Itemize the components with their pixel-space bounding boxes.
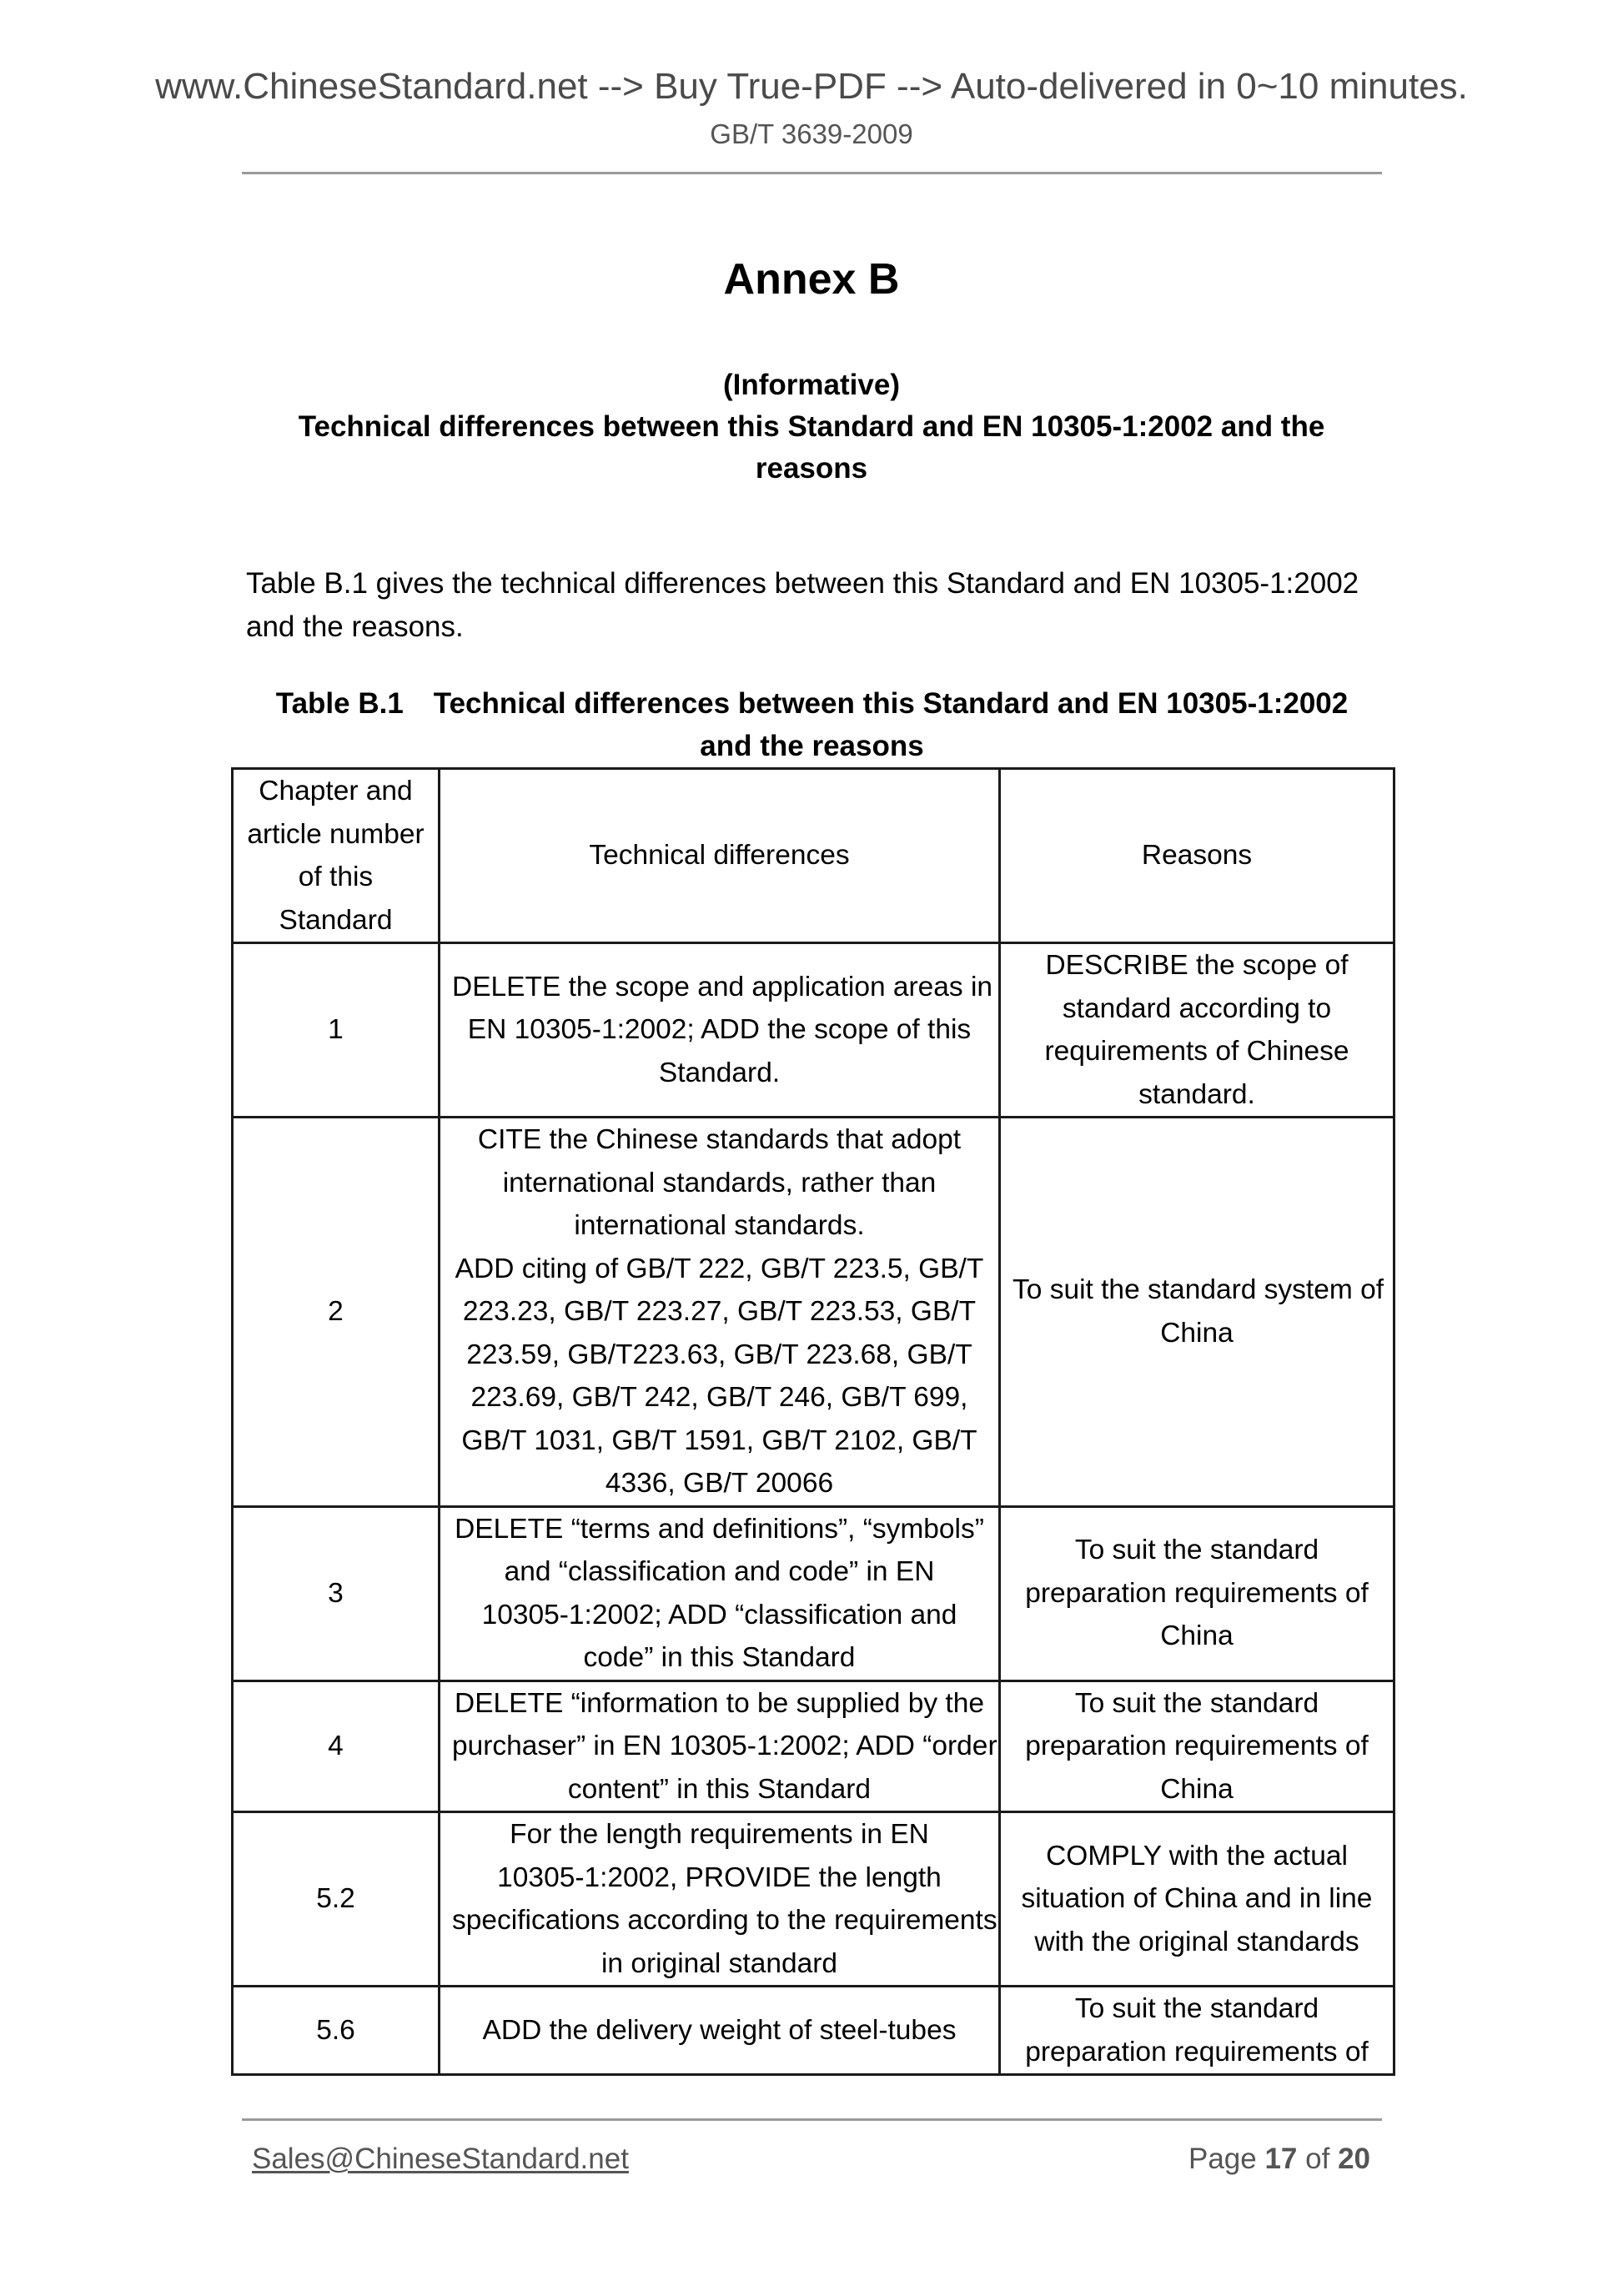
cell-chapter: 5.2 [233,1812,440,1987]
page-of: of [1305,2143,1330,2175]
header-reasons: Reasons [1000,769,1394,943]
intro-line1: Table B.1 gives the technical differences between this Standard and EN 10305-1:2002 [246,567,1359,600]
cell-reasons [1000,1812,1394,1987]
cell-differences [440,1506,1000,1681]
cell-reasons [1000,1681,1394,1812]
cell-reasons-line: standard. [1138,1078,1255,1110]
table-row [233,1987,1394,2075]
cell-differences-line: ADD citing of GB/T 222, GB/T 223.5, GB/T [455,1253,984,1284]
cell-differences-line: 223.59, GB/T223.63, GB/T 223.68, GB/T [466,1339,972,1370]
cell-chapter: 4 [233,1681,440,1812]
cell-reasons-line: China [1160,1773,1234,1805]
header-chapter-line: of this [298,862,374,892]
cell-differences-line: specifications according to the requirements [452,1905,997,1936]
technical-differences-table [231,767,1395,2076]
cell-differences-line: For the length requirements in EN [510,1819,929,1850]
page-label: Page [1188,2143,1257,2175]
cell-reasons-line: preparation requirements of [1025,1577,1369,1609]
cell-reasons [1000,1506,1394,1681]
cell-differences-line: Standard. [658,1057,781,1088]
cell-reasons-line: preparation requirements of [1025,2036,1369,2067]
cell-differences-line: 10305-1:2002, PROVIDE the length [497,1861,942,1893]
annex-subtitle-line2: reasons [755,452,868,485]
cell-differences [440,1681,1000,1812]
cell-chapter: 5.6 [233,1987,440,2075]
cell-differences-line: DELETE “information to be supplied by the [455,1687,984,1719]
cell-reasons-line: COMPLY with the actual [1046,1840,1348,1871]
table-row [233,943,1394,1118]
header-chapter-line: article number [247,818,425,850]
cell-reasons-line: situation of China and in line [1021,1883,1373,1915]
table-caption-number: Table B.1 [275,687,404,720]
header-chapter-line: Standard [279,904,393,936]
cell-differences-line: international standards. [574,1210,865,1241]
cell-differences [440,1812,1000,1987]
cell-reasons-line: China [1160,1620,1234,1652]
cell-differences-line: and “classification and code” in EN [504,1556,935,1587]
cell-differences-line: ADD the delivery weight of steel-tubes [482,2014,957,2046]
cell-chapter: 1 [233,943,440,1118]
page-current: 17 [1264,2143,1298,2175]
document-code: GB/T 3639-2009 [710,118,913,149]
cell-differences [440,943,1000,1118]
table-caption-line2: and the reasons [700,730,924,762]
table-row [233,1681,1394,1812]
cell-differences-line: GB/T 1031, GB/T 1591, GB/T 2102, GB/T [461,1424,977,1456]
cell-differences-line: in original standard [600,1947,838,1979]
cell-differences-line: 10305-1:2002; ADD “classification and [481,1599,957,1630]
table-row [233,1118,1394,1507]
cell-differences-line: international standards, rather than [502,1167,937,1198]
table-caption-title: Technical differences between this Standard and EN 10305-1:2002 [433,687,1349,720]
table-row [233,1506,1394,1681]
cell-reasons [1000,1987,1394,2075]
header-chapter-line: Chapter and [259,776,413,806]
annex-title: Annex B [723,255,900,304]
annex-subtitle-line1: Technical differences between this Standard and EN 10305-1:2002 and the [298,410,1325,443]
table-header-row [233,769,1394,943]
cell-reasons-line: To suit the standard [1074,1535,1319,1566]
sales-email-link[interactable]: Sales@ChineseStandard.net [252,2143,629,2175]
intro-line2: and the reasons. [246,610,464,643]
cell-reasons-line: DESCRIBE the scope of [1045,950,1349,981]
cell-reasons-line: standard according to [1062,992,1332,1024]
cell-differences-line: DELETE the scope and application areas in [452,971,993,1002]
cell-differences-line: 4336, GB/T 20066 [605,1468,834,1499]
cell-differences-line: 223.23, GB/T 223.27, GB/T 223.53, GB/T [462,1296,977,1327]
cell-reasons-line: To suit the standard [1074,1687,1319,1719]
header-divider [242,172,1382,174]
footer-divider [242,2118,1382,2121]
cell-differences-line: purchaser” in EN 10305-1:2002; ADD “order [452,1731,997,1761]
cell-differences-line: CITE the Chinese standards that adopt [477,1124,962,1155]
cell-reasons [1000,1118,1394,1507]
table-row [233,1812,1394,1987]
cell-reasons-line: To suit the standard system of [1012,1274,1384,1306]
cell-chapter: 3 [233,1506,440,1681]
cell-chapter: 2 [233,1118,440,1507]
cell-reasons-line: requirements of Chinese [1044,1036,1349,1067]
cell-reasons-line: with the original standards [1034,1926,1359,1957]
cell-differences-line: content” in this Standard [567,1773,872,1805]
intro-paragraph [246,562,1397,649]
cell-reasons-line: China [1160,1317,1234,1349]
cell-reasons [1000,943,1394,1118]
cell-differences [440,1987,1000,2075]
cell-differences-line: code” in this Standard [583,1642,856,1673]
header-differences: Technical differences [440,769,1000,943]
cell-differences [440,1118,1000,1507]
cell-reasons-line: To suit the standard [1074,1993,1319,2024]
header-chapter [233,769,440,943]
cell-differences-line: EN 10305-1:2002; ADD the scope of this [467,1014,972,1046]
cell-reasons-line: preparation requirements of [1025,1731,1369,1761]
page-indicator [1188,2142,1370,2177]
page-total: 20 [1338,2143,1370,2175]
cell-differences-line: 223.69, GB/T 242, GB/T 246, GB/T 699, [470,1382,968,1413]
table-caption [231,682,1393,767]
header-banner: www.ChineseStandard.net --> Buy True-PDF --> Auto-delivered in 0~10 minutes. [155,66,1468,107]
cell-differences-line: DELETE “terms and definitions”, “symbols” [455,1513,984,1545]
annex-type: (Informative) [723,369,900,401]
